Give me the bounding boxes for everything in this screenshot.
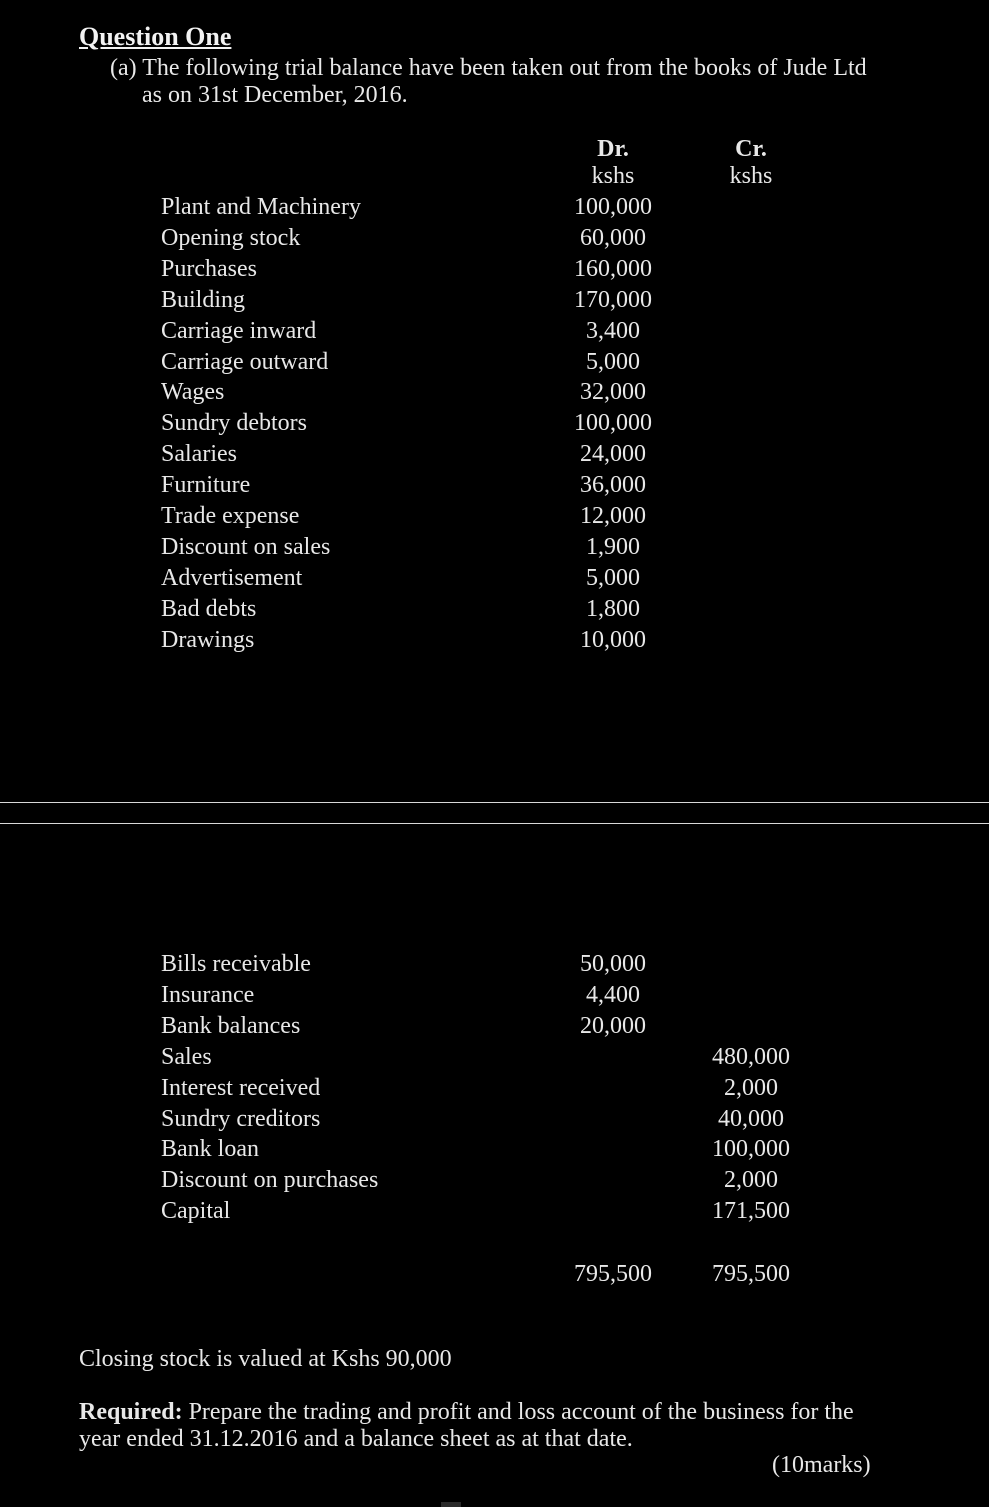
account-label: Opening stock — [161, 224, 301, 251]
credit-amount: 171,500 — [712, 1198, 790, 1225]
dr-unit: kshs — [591, 163, 635, 189]
credit-amount: 2,000 — [724, 1074, 778, 1101]
debit-amount: 5,000 — [586, 564, 640, 591]
debit-amount: 100,000 — [574, 410, 652, 437]
credit-amount: 2,000 — [724, 1167, 778, 1194]
debit-amount: 36,000 — [580, 472, 646, 499]
account-label: Bank loan — [161, 1136, 259, 1163]
account-label: Wages — [161, 379, 225, 406]
account-label: Carriage outward — [161, 348, 329, 375]
dr-header — [553, 136, 673, 190]
account-label: Discount on sales — [161, 533, 331, 560]
account-label: Furniture — [161, 472, 251, 499]
debit-amount: 1,900 — [586, 533, 640, 560]
credit-amount: 40,000 — [718, 1105, 784, 1132]
debit-amount: 32,000 — [580, 379, 646, 406]
debit-amount: 160,000 — [574, 255, 652, 282]
required-text-2: year ended 31.12.2016 and a balance sheet as at that date. — [79, 1426, 633, 1452]
account-label: Bills receivable — [161, 951, 311, 977]
question-title: Question One — [79, 22, 232, 51]
debit-amount: 12,000 — [580, 503, 646, 529]
cr-header — [691, 136, 811, 190]
debit-amount: 10,000 — [580, 626, 646, 653]
account-label: Sundry debtors — [161, 410, 307, 437]
account-label: Trade expense — [161, 503, 300, 529]
marks: (10marks) — [772, 1452, 871, 1478]
debit-amount: 5,000 — [586, 348, 640, 375]
debit-amount: 1,800 — [586, 595, 640, 622]
account-label: Plant and Machinery — [161, 194, 361, 220]
intro-line-1: (a) The following trial balance have been taken out from the books of Jude Ltd — [110, 55, 867, 81]
account-label: Advertisement — [161, 564, 303, 591]
debit-amount: 20,000 — [580, 1012, 646, 1039]
page-divider-bottom — [0, 823, 989, 824]
cr-unit: kshs — [729, 163, 773, 189]
debit-amount: 50,000 — [580, 951, 646, 977]
account-label: Insurance — [161, 981, 255, 1008]
account-label: Bad debts — [161, 595, 257, 622]
account-label: Capital — [161, 1198, 231, 1225]
account-label: Carriage inward — [161, 317, 317, 344]
intro-text — [110, 55, 867, 109]
account-label: Purchases — [161, 255, 257, 282]
debit-amount: 3,400 — [586, 317, 640, 344]
debit-amount: 4,400 — [586, 981, 640, 1008]
credit-amount: 100,000 — [712, 1136, 790, 1163]
account-label: Building — [161, 286, 246, 313]
required-instruction — [79, 1399, 854, 1453]
page-divider-top — [0, 802, 989, 803]
total-cr: 795,500 — [712, 1261, 790, 1287]
cr-label: Cr. — [735, 136, 767, 162]
page-marker — [441, 1502, 461, 1507]
dr-label: Dr. — [597, 136, 629, 162]
account-label: Drawings — [161, 626, 255, 653]
account-label: Interest received — [161, 1074, 321, 1101]
required-label: Required: — [79, 1399, 183, 1425]
debit-amount: 24,000 — [580, 441, 646, 468]
account-label: Bank balances — [161, 1012, 301, 1039]
account-label: Sales — [161, 1043, 212, 1070]
debit-amount: 170,000 — [574, 286, 652, 313]
intro-line-2: as on 31st December, 2016. — [142, 82, 408, 108]
account-label: Sundry creditors — [161, 1105, 321, 1132]
debit-amount: 100,000 — [574, 194, 652, 220]
required-text-1: Prepare the trading and profit and loss account of the business for the — [182, 1399, 854, 1425]
account-label: Discount on purchases — [161, 1167, 379, 1194]
credit-amount: 480,000 — [712, 1043, 790, 1070]
closing-stock-note: Closing stock is valued at Kshs 90,000 — [79, 1346, 452, 1372]
total-dr: 795,500 — [574, 1261, 652, 1287]
debit-amount: 60,000 — [580, 224, 646, 251]
account-label: Salaries — [161, 441, 237, 468]
